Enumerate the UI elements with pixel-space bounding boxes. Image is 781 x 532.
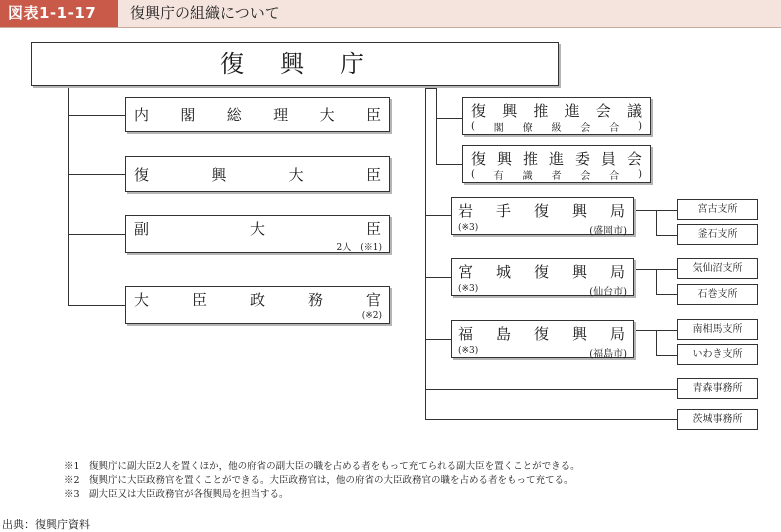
- reconstruction-council-box: [462, 97, 651, 135]
- parliamentary-secretary-note: (※2): [361, 311, 382, 321]
- ibaraki-office-label: 茨城事務所: [692, 414, 743, 425]
- connector-line: [656, 330, 657, 355]
- footnote: ※3 副大臣又は大臣政務官が各復興局を担当する。: [64, 489, 289, 500]
- aomori-office-box: [677, 378, 758, 399]
- figure-label: 図表1-1-17: [0, 0, 118, 27]
- connector-line: [656, 235, 677, 236]
- connector-line: [656, 269, 657, 294]
- miyako-branch-box: [677, 199, 758, 220]
- connector-line: [656, 210, 657, 235]
- kamaishi-branch-box: [677, 224, 758, 245]
- reconstruction-committee-box: [462, 145, 651, 183]
- kamaishi-branch-label: 釜石支所: [697, 229, 738, 240]
- connector-line: [68, 234, 125, 235]
- prime-minister-label: 内 閣 総 理 大 臣: [134, 106, 381, 124]
- fukushima-bureau-note: (※3): [458, 346, 479, 356]
- aomori-office-label: 青森事務所: [692, 383, 743, 394]
- minamisoma-branch-label: 南相馬支所: [692, 324, 743, 335]
- connector-line: [656, 355, 677, 356]
- prime-minister-box: [125, 97, 390, 132]
- fukushima-bureau-label: 福 島 復 興 局: [458, 324, 625, 343]
- reconstruction-committee-sub: ( 有 識 者 会 合 ): [471, 169, 642, 182]
- connector-line: [425, 86, 426, 419]
- vice-minister-box: [125, 215, 390, 253]
- connector-line: [656, 294, 677, 295]
- miyako-branch-label: 宮古支所: [697, 204, 738, 215]
- connector-line: [425, 389, 677, 390]
- kesennuma-branch-label: 気仙沼支所: [692, 263, 743, 274]
- miyagi-bureau-box: [451, 258, 634, 296]
- connector-line: [68, 305, 125, 306]
- reconstruction-council-sub: ( 閣 僚 級 会 合 ): [471, 121, 642, 134]
- iwaki-branch-box: [677, 344, 758, 365]
- figure-header: [0, 0, 781, 28]
- ishinomaki-branch-box: [677, 284, 758, 305]
- connector-line: [436, 88, 437, 164]
- connector-line: [68, 86, 69, 306]
- connector-line: [425, 419, 677, 420]
- vice-minister-note: 2人 (※1): [336, 243, 382, 253]
- connector-line: [425, 215, 451, 216]
- iwate-bureau-box: [451, 197, 634, 235]
- ibaraki-office-box: [677, 409, 758, 430]
- ishinomaki-branch-label: 石巻支所: [697, 289, 738, 300]
- reconstruction-agency-label: 復 興 庁: [220, 50, 370, 78]
- reconstruction-agency-box: [31, 42, 559, 86]
- connector-line: [68, 174, 125, 175]
- reconstruction-minister-label: 復 興 大 臣: [134, 165, 381, 184]
- parliamentary-secretary-label: 大 臣 政 務 官: [134, 290, 381, 309]
- reconstruction-minister-box: [125, 156, 390, 192]
- connector-line: [68, 115, 125, 116]
- connector-line: [436, 118, 462, 119]
- fukushima-bureau-city: (福島市): [589, 349, 627, 360]
- footnote: ※2 復興庁に大臣政務官を置くことができる。大臣政務官は，他の府省の大臣政務官の職を占める者をもって充てる。: [64, 475, 574, 486]
- parliamentary-secretary-box: [125, 286, 390, 324]
- fukushima-bureau-box: [451, 320, 634, 358]
- iwate-bureau-note: (※3): [458, 223, 479, 233]
- minamisoma-branch-box: [677, 319, 758, 340]
- footnote: ※1 復興庁に副大臣2人を置くほか，他の府省の副大臣の職を占める者をもって充てられる副大臣を置くことができる。: [64, 461, 580, 472]
- iwate-bureau-label: 岩 手 復 興 局: [458, 201, 625, 220]
- connector-line: [425, 277, 451, 278]
- figure-title: 復興庁の組織について: [130, 4, 280, 22]
- connector-line: [425, 339, 451, 340]
- reconstruction-council-label: 復 興 推 進 会 議: [471, 101, 642, 120]
- miyagi-bureau-note: (※3): [458, 284, 479, 294]
- iwate-bureau-city: (盛岡市): [589, 226, 627, 237]
- miyagi-bureau-label: 宮 城 復 興 局: [458, 262, 625, 281]
- connector-line: [436, 164, 462, 165]
- footnotes: [64, 460, 580, 502]
- kesennuma-branch-box: [677, 258, 758, 279]
- reconstruction-committee-label: 復 興 推 進 委 員 会: [471, 149, 642, 168]
- iwaki-branch-label: いわき支所: [692, 349, 743, 360]
- miyagi-bureau-city: (仙台市): [589, 287, 627, 298]
- vice-minister-label: 副 大 臣: [134, 219, 381, 238]
- source-note: 出典：復興庁資料: [2, 518, 90, 531]
